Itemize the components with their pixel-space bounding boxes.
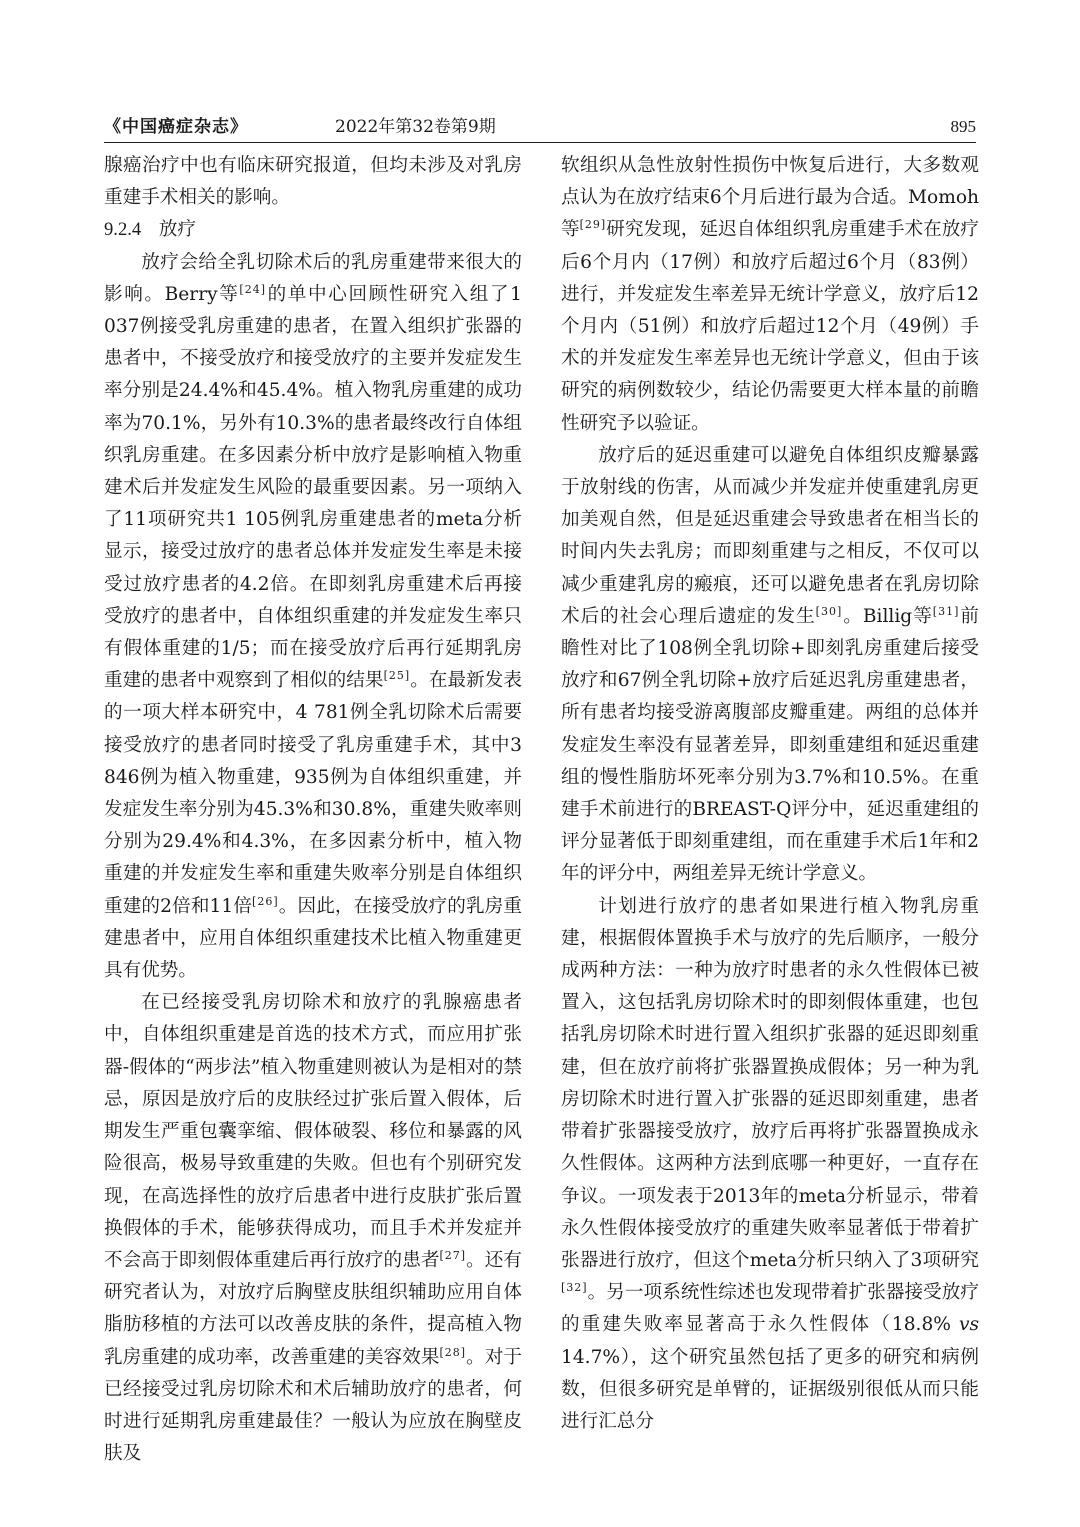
- page-number: 895: [950, 117, 976, 136]
- text-run: 。因此，在接受放疗的乳房重建患者中，应用自体组织重建技术比植入物重建更具有优势。: [104, 895, 522, 982]
- paragraph-continued: [561, 150, 979, 440]
- left-column: [104, 150, 522, 1470]
- text-run: 。Billig等: [842, 605, 933, 627]
- citation: [31]: [932, 604, 960, 618]
- paragraph: [104, 247, 522, 988]
- text-run: 。还有研究者认为，对放疗后胸壁皮肤组织辅助应用自体脂肪移植的方法可以改善皮肤的条件，提高植入物乳房重建的成功率，改善重建的美容效果: [104, 1249, 522, 1368]
- header-rule: [104, 142, 976, 143]
- text-run: 软组织从急性放射性损伤中恢复后进行，大多数观点认为在放疗结束6个月后进行最为合适。Momoh等: [561, 155, 979, 241]
- paragraph: [104, 987, 522, 1470]
- text-run: 放疗会给全乳切除术后的乳房重建带来很大的影响。Berry等: [104, 251, 522, 305]
- section-title: 放疗: [158, 219, 197, 241]
- journal-issue: 2022年第32卷第9期: [335, 117, 496, 137]
- citation: [32]: [561, 1280, 588, 1294]
- section-heading: [104, 214, 522, 246]
- citation: [30]: [815, 604, 843, 618]
- text-run: 。在最新发表的一项大样本研究中，4 781例全乳切除术后需要接受放疗的患者同时接受了乳房重建手术，其中3 846例为植入物重建，935例为自体组织重建，并发症发生率分别为45.3%和30.8%，重建失败率则分别为29.4%和4.3%，在多因素分析中，植入物重建的并发症发生率和重建失败率分别是自体组织重建的2倍和11倍: [104, 670, 522, 917]
- section-number: 9.2.4: [104, 219, 142, 241]
- citation: [25]: [383, 669, 411, 683]
- text-run: 14.7%），这个研究虽然包括了更多的研究和病例数，但很多研究是单臂的，证据级别很低从而只能进行汇总分: [561, 1346, 979, 1432]
- citation: [24]: [239, 282, 267, 296]
- text-run: 放疗后的延迟重建可以避免自体组织皮瓣暴露于放射线的伤害，从而减少并发症并使重建乳房更加美观自然，但是延迟重建会导致患者在相当长的时间内失去乳房；而即刻重建与之相反，不仅可以减少重建乳房的瘢痕，还可以避免患者在乳房切除术后的社会心理后遗症的发生: [561, 444, 979, 627]
- text-run: 。另一项系统性综述也发现带着扩张器接受放疗的重建失败率显著高于永久性假体（18.8%: [561, 1282, 979, 1336]
- text-run: 的单中心回顾性研究入组了1 037例接受乳房重建的患者，在置入组织扩张器的患者中，不接受放疗和接受放疗的主要并发症发生率分别是24.4%和45.4%。植入物乳房重建的成功率为70.1%，另外有10.3%的患者最终改行自体组织乳房重建。在多因素分析中放疗是影响植入物重建术后并发症发生风险的最重要因素。另一项纳入了11项研究共1 105例乳房重建患者的meta分析显示，接受过放疗的患者总体并发症发生率是未接受过放疗患者的4.2倍。在即刻乳房重建术后再接受放疗的患者中，自体组织重建的并发症发生率只有假体重建的1/5；而在接受放疗后再行延期乳房重建的患者中观察到了相似的结果: [104, 283, 522, 692]
- running-header: [104, 116, 976, 140]
- right-column: [561, 150, 979, 1438]
- versus-italic: vs: [958, 1314, 979, 1336]
- text-run: 。对于已经接受过乳房切除术和术后辅助放疗的患者，何时进行延期乳房重建最佳？一般认为应放在胸壁皮肤及: [104, 1346, 522, 1465]
- text-run: 在已经接受乳房切除术和放疗的乳腺癌患者中，自体组织重建是首选的技术方式，而应用扩张器-假体的“两步法”植入物重建则被认为是相对的禁忌，原因是放疗后的皮肤经过扩张后置入假体，后期发生严重包囊挛缩、假体破裂、移位和暴露的风险很高，极易导致重建的失败。但也有个别研究发现，在高选择性的放疗后患者中进行皮肤扩张后置换假体的手术，能够获得成功，而且手术并发症并不会高于即刻假体重建后再行放疗的患者: [104, 992, 522, 1271]
- text-run: 研究发现，延迟自体组织乳房重建手术在放疗后6个月内（17例）和放疗后超过6个月（83例）进行，并发症发生率差异无统计学意义，放疗后12个月内（51例）和放疗后超过12个月（49例）手术的并发症发生率差异也无统计学意义，但由于该研究的病例数较少，结论仍需要更大样本量的前瞻性研究予以验证。: [561, 219, 979, 434]
- paragraph: [561, 891, 979, 1438]
- text-run: 计划进行放疗的患者如果进行植入物乳房重建，根据假体置换手术与放疗的先后顺序，一般分成两种方法：一种为放疗时患者的永久性假体已被置入，这包括乳房切除术时的即刻假体重建，也包括乳房切除术时进行置入组织扩张器的延迟即刻重建，但在放疗前将扩张器置换成假体；另一种为乳房切除术时进行置入扩张器的延迟即刻重建，患者带着扩张器接受放疗，放疗后再将扩张器置换成永久性假体。这两种方法到底哪一种更好，一直存在争议。一项发表于2013年的meta分析显示，带着永久性假体接受放疗的重建失败率显著低于带着扩张器进行放疗，但这个meta分析只纳入了3项研究: [561, 895, 979, 1271]
- citation: [28]: [439, 1345, 467, 1359]
- citation: [26]: [252, 894, 279, 908]
- paragraph: [561, 440, 979, 891]
- text-run: 前瞻性对比了108例全乳切除+即刻乳房重建后接受放疗和67例全乳切除+放疗后延迟乳房重建患者，所有患者均接受游离腹部皮瓣重建。两组的总体并发症发生率没有显著差异，即刻重建组和延迟重建组的慢性脂肪坏死率分别为3.7%和10.5%。在重建手术前进行的BREAST-Q评分中，延迟重建组的评分显著低于即刻重建组，而在重建手术后1年和2年的评分中，两组差异无统计学意义。: [561, 605, 979, 885]
- paragraph-continued: 腺癌治疗中也有临床研究报道，但均未涉及对乳房重建手术相关的影响。: [104, 155, 522, 209]
- citation: [27]: [439, 1248, 467, 1262]
- journal-title: 《中国癌症杂志》: [104, 117, 248, 137]
- citation: [29]: [579, 218, 607, 232]
